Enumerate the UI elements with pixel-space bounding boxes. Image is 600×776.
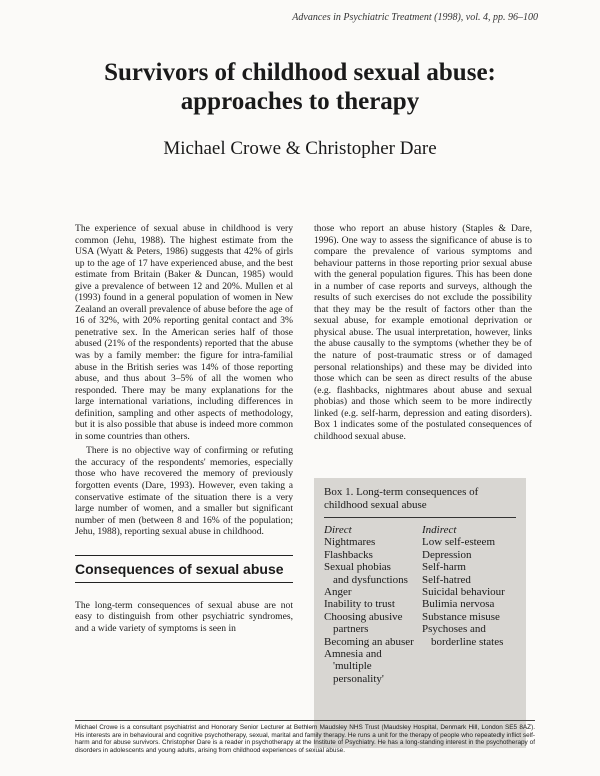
box-indirect-item: Suicidal behaviour bbox=[422, 586, 505, 599]
left-column bbox=[75, 223, 293, 723]
box-direct-item: Nightmares bbox=[324, 536, 376, 549]
box-direct-item: Choosing abusive bbox=[324, 610, 403, 623]
box-title: Box 1. Long-term consequences of childhood sexual abuse bbox=[324, 486, 479, 511]
box-direct-column bbox=[324, 524, 418, 685]
box-table bbox=[324, 524, 516, 685]
box-direct-heading: Direct bbox=[324, 524, 352, 536]
box-indirect-item: Self-hatred bbox=[422, 573, 471, 586]
footnote-area bbox=[75, 720, 535, 772]
box-direct-item: Flashbacks bbox=[324, 548, 373, 561]
box-indirect-item: Self-harm bbox=[422, 561, 466, 574]
right-column bbox=[314, 223, 532, 473]
box-direct-item: and dysfunctions bbox=[333, 573, 408, 586]
box-indirect-item: Low self-esteem bbox=[422, 536, 495, 549]
box-indirect-item: Psychoses and bbox=[422, 623, 486, 636]
body-paragraph: The long-term consequences of sexual abuse are not easy to distinguish from other psychiatric syndromes, and a wide variety of symptoms is seen in bbox=[75, 599, 293, 634]
box-direct-item: 'multiple personality' bbox=[333, 660, 384, 685]
box-indirect-column bbox=[418, 524, 516, 685]
body-paragraph: those who report an abuse history (Staples & Dare, 1996). One way to assess the significance of abuse is to compare the prevalence of various symptoms and behaviour patterns in those reporting prior sexual abuse with the general population figures. This has been done in a number of case reports and surveys, although the results of such exercises do not exclude the possibility that they may be the result of factors other than the sexual abuse, for example emotional deprivation or physical abuse. The usual interpretation, however, links the abuse causally to the symptoms (whether they be of the nature of post-traumatic stress or of damaged personal relationships) and these may be divided into those which can be seen as direct results of the abuse (e.g. flashbacks, nightmares about abuse and sexual phobias) and those which seem to be more indirectly linked (e.g. self-harm, depression and eating disorders). Box 1 indicates some of the postulated consequences of childhood sexual abuse. bbox=[314, 223, 532, 442]
box-indirect-item: Substance misuse bbox=[422, 610, 500, 623]
box-indirect-item: Depression bbox=[422, 548, 472, 561]
box-indirect-heading: Indirect bbox=[422, 524, 457, 536]
article-title bbox=[40, 58, 560, 116]
body-paragraph: There is no objective way of confirming or refuting the accuracy of the respondents' memories, especially those who have recovered the memory of previously forgotten events (Dare, 1993). However, even taking a conservative estimate of the situation there is a very large number of women, and a smaller but significant number of men (between 8 and 16% of the population; Jehu, 1988), reporting sexual abuse in childhood. bbox=[75, 445, 293, 538]
box-direct-item: Becoming an abuser bbox=[324, 635, 414, 648]
box-direct-item: Amnesia and bbox=[324, 648, 382, 661]
box-indirect-item: Bulimia nervosa bbox=[422, 598, 495, 611]
article-title-line-2: approaches to therapy bbox=[180, 88, 420, 115]
article-title-line-1: Survivors of childhood sexual abuse: bbox=[104, 59, 496, 86]
section-heading: Consequences of sexual abuse bbox=[75, 555, 293, 583]
box-direct-item: Sexual phobias bbox=[324, 561, 391, 574]
author-footnote: Michael Crowe is a consultant psychiatrist and Honorary Senior Lecturer at Bethlem Maudsley NHS Trust (Maudsley Hospital, Denmark Hill, London SE5 8AZ). His interests are in behavioural and cognitive psychotherapy, sexual, marital and family therapy. He runs a unit for the therapy of people who repeatedly inflict self-harm and for abuse survivors. Christopher Dare is a reader in psychotherapy at the Institute of Psychiatry. He has a long-standing interest in the psychotherapy of disorders in adolescents and young adults, arising from childhood experiences of sexual abuse. bbox=[75, 720, 535, 754]
box-direct-item: partners bbox=[333, 623, 369, 636]
box-divider bbox=[324, 517, 516, 518]
running-head: Advances in Psychiatric Treatment (1998), vol. 4, pp. 96–100 bbox=[292, 12, 538, 23]
body-paragraph: The experience of sexual abuse in childhood is very common (Jehu, 1988). The highest estimate from the USA (Wyatt & Peters, 1986) suggests that 42% of girls up to the age of 17 have experienced abuse, and the best estimate from Britain (Baker & Duncan, 1985) would give a prevalence of between 12 and 20%. Mullen et al (1993) found in a general population of women in New Zealand an overall prevalence of abuse before the age of 16 of 32%, with 20% reporting genital contact and 3% penetrative sex. In the American series half of those abused (21% of the respondents) reported that the abuse was by a family member: the figure for intra-familial abuse in the British series was 14% of those reporting abuse, and thus about 3–5% of all the women who responded. There may be many explanations for the large international variations, including differences in definition, sampling and other aspects of methodology, but it is also possible that abuse is indeed more common in some countries than others. bbox=[75, 223, 293, 442]
article-authors: Michael Crowe & Christopher Dare bbox=[163, 138, 437, 159]
box-indirect-item: borderline states bbox=[431, 635, 504, 648]
box-direct-item: Inability to trust bbox=[324, 598, 395, 611]
box-1 bbox=[314, 478, 526, 748]
box-direct-item: Anger bbox=[324, 586, 352, 599]
